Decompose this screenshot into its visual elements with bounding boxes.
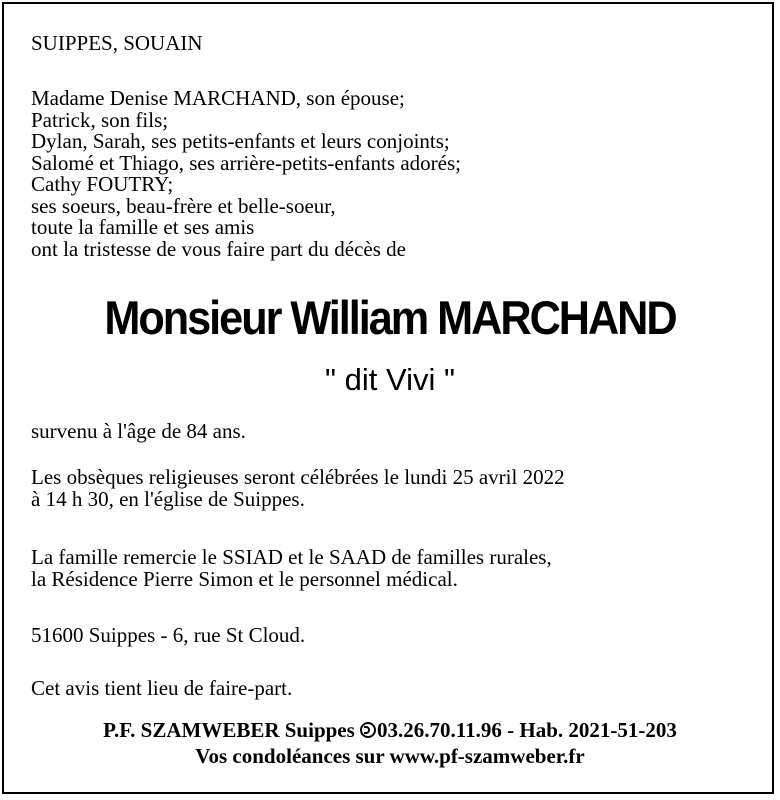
condolences-line xyxy=(0,743,780,769)
locations-text: SUIPPES, SOUAIN xyxy=(31,31,203,55)
family-line: Dylan, Sarah, ses petits-enfants et leurs conjoints; xyxy=(31,129,450,153)
age-statement xyxy=(31,421,246,443)
locations-header xyxy=(31,33,203,55)
family-line: Madame Denise MARCHAND, son épouse; xyxy=(31,86,405,110)
notice-line xyxy=(31,678,292,700)
funeral-line: à 14 h 30, en l'église de Suippes. xyxy=(31,486,305,511)
thanks-line: La famille remercie le SSIAD et le SAAD de familles rurales, xyxy=(31,545,552,569)
family-line: Salomé et Thiago, ses arrière-petits-enfants adorés; xyxy=(31,150,461,175)
family-list xyxy=(31,88,461,260)
family-line: ont la tristesse de vous faire part du décès de xyxy=(31,236,406,261)
notice-text: Cet avis tient lieu de faire-part. xyxy=(31,676,293,700)
family-line: Patrick, son fils; xyxy=(31,107,169,132)
funeral-home-name: P.F. SZAMWEBER Suippes xyxy=(103,718,355,742)
deceased-nickname: " dit Vivi " xyxy=(325,362,455,397)
funeral-home-line xyxy=(0,717,780,743)
family-line: toute la famille et ses amis xyxy=(31,215,255,239)
age-text: survenu à l'âge de 84 ans. xyxy=(31,419,246,443)
phone-icon xyxy=(360,722,376,738)
condolences-text: Vos condoléances sur www.pf-szamweber.fr xyxy=(195,744,585,768)
family-line: ses soeurs, beau-frère et belle-soeur, xyxy=(31,193,336,218)
family-line: Cathy FOUTRY; xyxy=(31,172,174,196)
thanks-message xyxy=(31,547,552,590)
address-line xyxy=(31,625,305,647)
funeral-details xyxy=(31,467,565,510)
phone-and-license: 03.26.70.11.96 - Hab. 2021-51-203 xyxy=(377,718,677,742)
deceased-name: Monsieur William MARCHAND xyxy=(104,291,676,344)
funeral-line: Les obsèques religieuses seront célébrées le lundi 25 avril 2022 xyxy=(31,465,565,489)
address-text: 51600 Suippes - 6, rue St Cloud. xyxy=(31,623,306,647)
thanks-line: la Résidence Pierre Simon et le personnel médical. xyxy=(31,566,458,591)
